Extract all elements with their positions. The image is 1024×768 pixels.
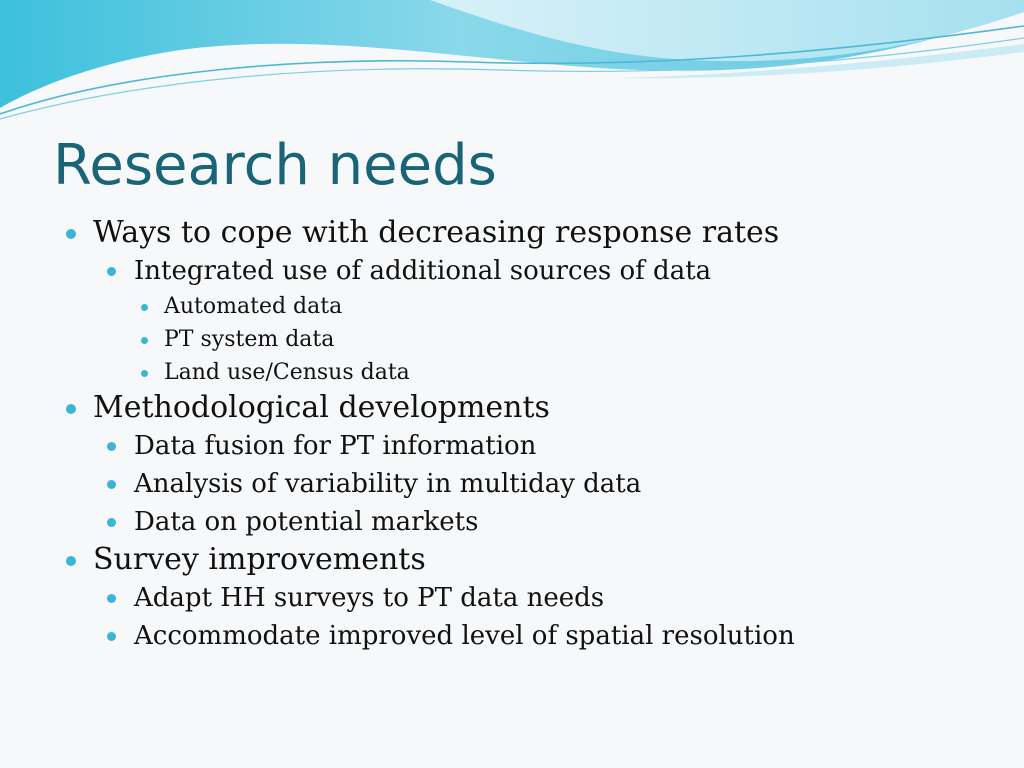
bullet-icon: [107, 480, 116, 489]
sub-bullet-text: Data fusion for PT information: [134, 431, 537, 461]
sub-sub-bullet-text: Land use/Census data: [164, 360, 410, 385]
bullet-icon: [107, 442, 116, 451]
sub-bullet-item: [102, 427, 1010, 465]
bullet-text: Survey improvements: [93, 542, 426, 577]
bullet-text: Methodological developments: [93, 390, 550, 425]
bullet-item: [60, 214, 1010, 389]
sub-sub-bullet-item: [136, 356, 1010, 389]
sub-bullet-item: [102, 579, 1010, 617]
bullet-text: Ways to cope with decreasing response rates: [93, 215, 780, 250]
bullet-icon: [107, 267, 116, 276]
sub-bullet-item: [102, 252, 1010, 389]
sub-bullet-item: [102, 503, 1010, 541]
bullet-icon: [66, 556, 76, 566]
sub-sub-bullet-text: PT system data: [164, 327, 335, 352]
sub-sub-bullet-item: [136, 290, 1010, 323]
bullet-item: [60, 389, 1010, 541]
bullet-icon: [66, 229, 76, 239]
bullet-icon: [107, 632, 116, 641]
bullet-item: [60, 541, 1010, 655]
bullet-icon: [66, 404, 76, 414]
sub-bullet-text: Analysis of variability in multiday data: [134, 469, 642, 499]
slide-title: Research needs: [53, 133, 497, 198]
bullet-list: [60, 214, 1010, 655]
sub-bullet-item: [102, 617, 1010, 655]
sub-bullet-text: Accommodate improved level of spatial resolution: [134, 621, 795, 651]
sub-bullet-text: Data on potential markets: [134, 507, 479, 537]
bullet-icon: [141, 337, 148, 344]
sub-sub-bullet-text: Automated data: [164, 294, 343, 319]
bullet-icon: [141, 370, 148, 377]
bullet-icon: [141, 304, 148, 311]
sub-bullet-text: Adapt HH surveys to PT data needs: [134, 583, 605, 613]
bullet-icon: [107, 518, 116, 527]
bullet-icon: [107, 594, 116, 603]
decorative-wave-header: [0, 0, 1024, 130]
sub-sub-bullet-item: [136, 323, 1010, 356]
sub-bullet-text: Integrated use of additional sources of data: [134, 256, 712, 286]
sub-bullet-item: [102, 465, 1010, 503]
